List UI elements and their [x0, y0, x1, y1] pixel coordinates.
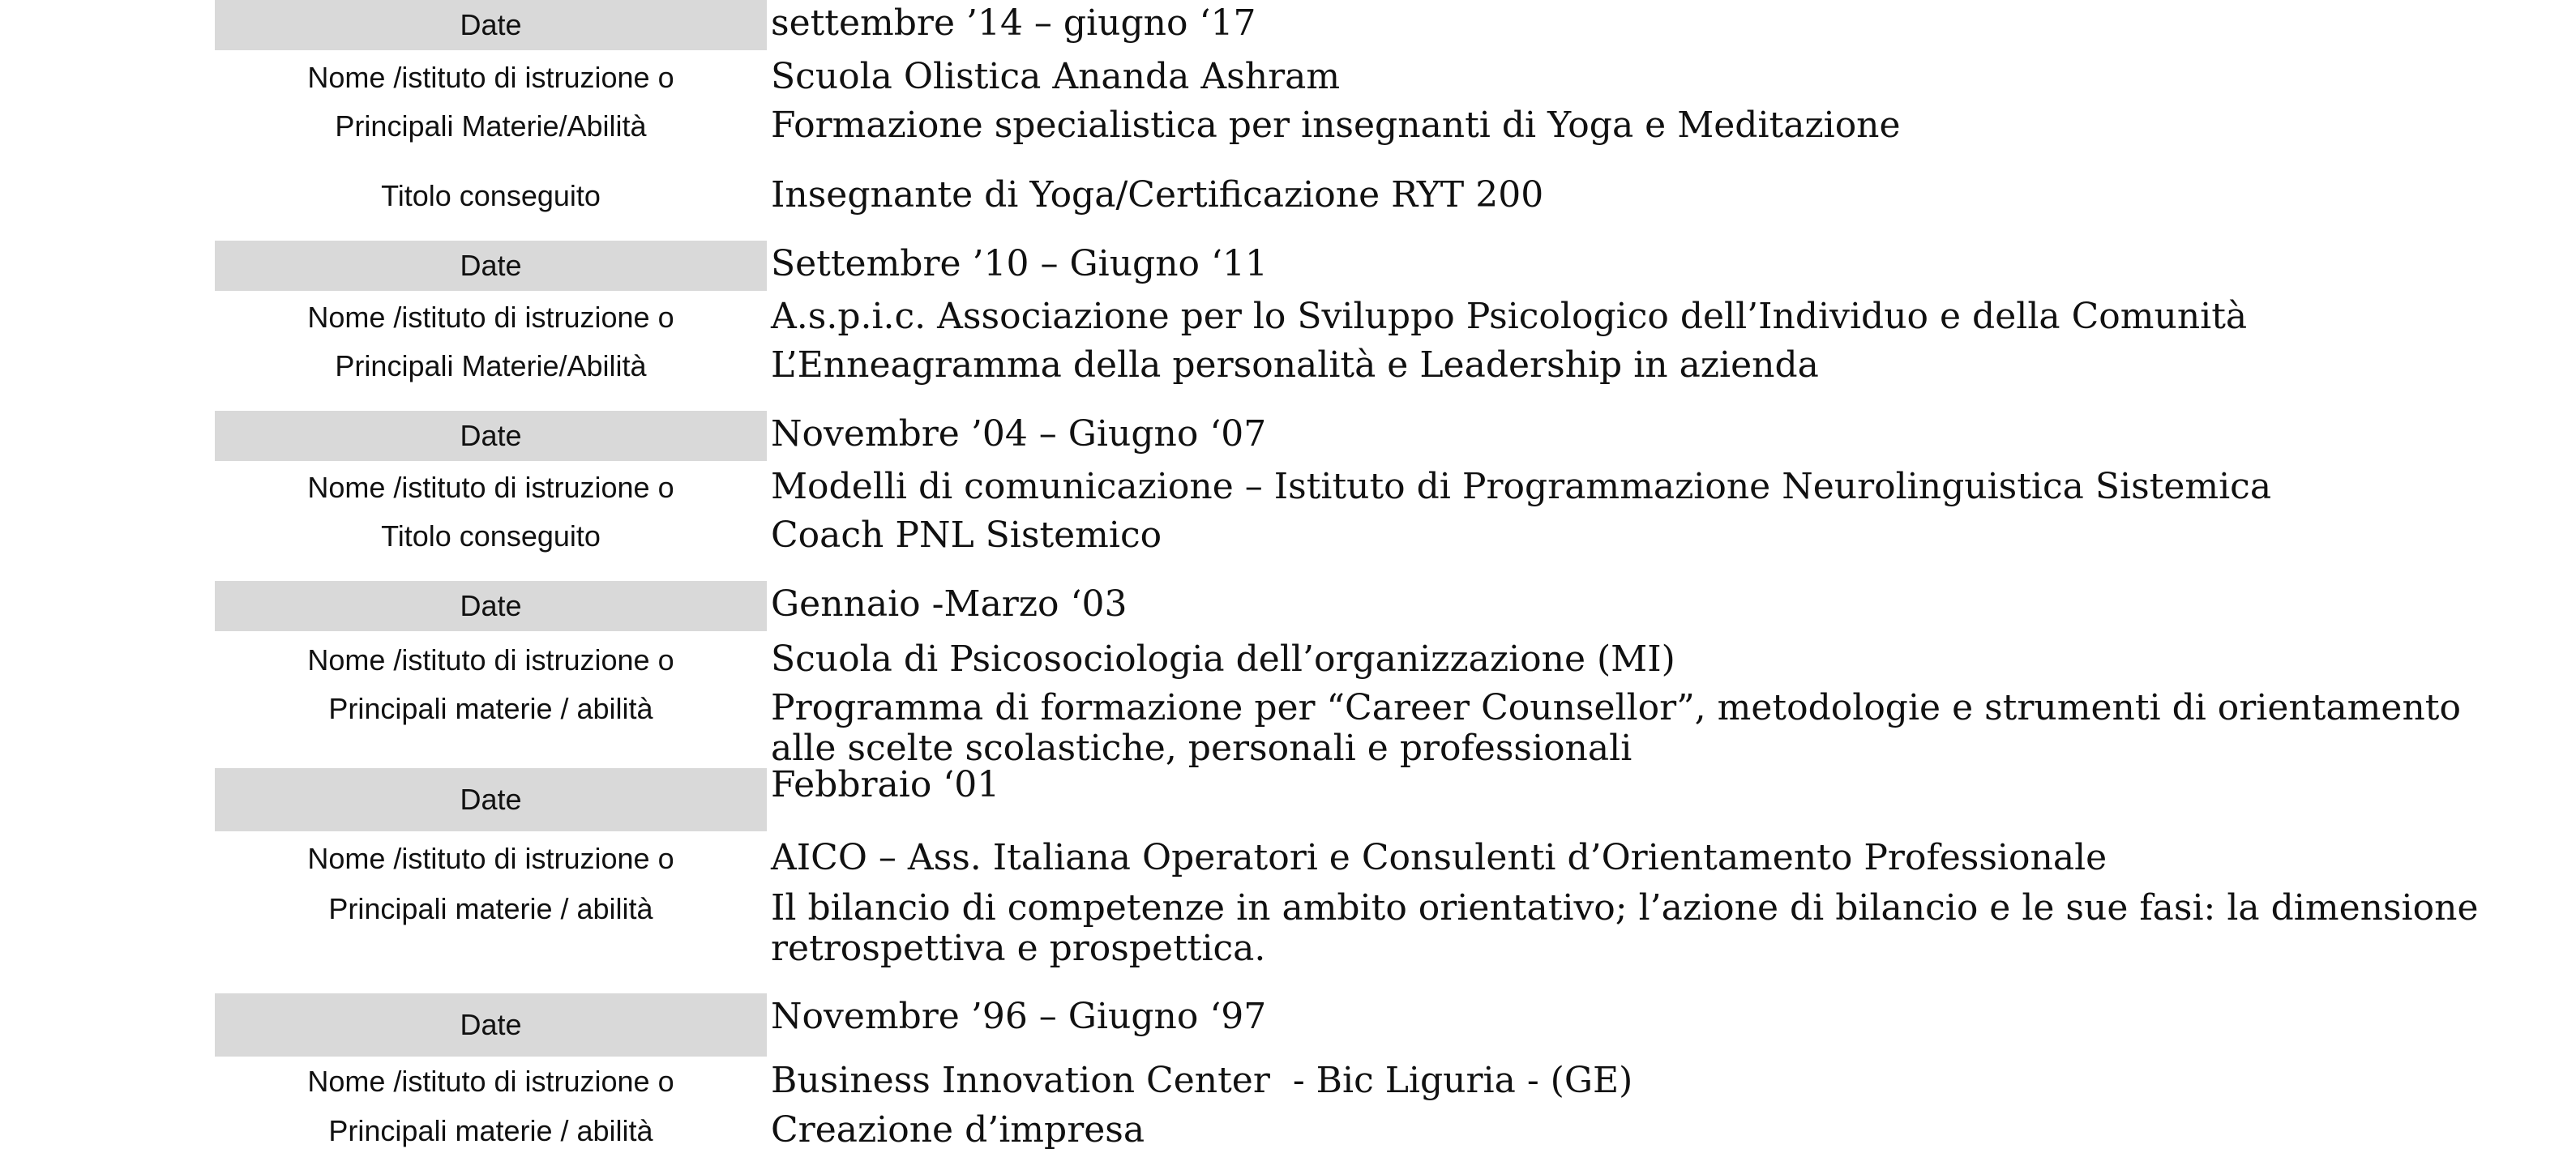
school-value: Scuola di Psicosociologia dell’organizzazione (MI) — [771, 638, 1675, 680]
date-value: Settembre ’10 – Giugno ‘11 — [771, 243, 1268, 284]
school-value: Scuola Olistica Ananda Ashram — [771, 56, 1341, 97]
subjects-value: Programma di formazione per “Career Counsellor”, metodologie e strumenti di orientamento alle scelte scolastiche, personali e professionali — [771, 687, 2461, 769]
subjects-label: Principali Materie/Abilità — [335, 349, 647, 382]
date-label: Date — [215, 768, 767, 831]
subjects-label: Principali materie / abilità — [328, 1114, 653, 1147]
date-value: settembre ’14 – giugno ‘17 — [771, 2, 1256, 44]
school-label: Nome /istituto di istruzione o — [307, 1065, 674, 1098]
date-value: Gennaio -Marzo ‘03 — [771, 583, 1128, 625]
title-label: Titolo conseguito — [381, 519, 601, 553]
date-label: Date — [215, 241, 767, 291]
subjects-value: Creazione d’impresa — [771, 1109, 1145, 1151]
subjects-label: Principali materie / abilità — [328, 892, 653, 925]
title-label: Titolo conseguito — [381, 179, 601, 212]
date-label: Date — [215, 0, 767, 50]
school-label: Nome /istituto di istruzione o — [307, 471, 674, 504]
date-value: Febbraio ‘01 — [771, 764, 1000, 805]
date-label: Date — [215, 411, 767, 461]
title-value: Insegnante di Yoga/Certificazione RYT 200 — [771, 174, 1544, 216]
date-label: Date — [215, 581, 767, 631]
subjects-value: L’Enneagramma della personalità e Leadership in azienda — [771, 344, 1819, 386]
school-value: A.s.p.i.c. Associazione per lo Sviluppo Psicologico dell’Individuo e della Comunità — [771, 296, 2248, 337]
school-label: Nome /istituto di istruzione o — [307, 301, 674, 334]
title-value: Coach PNL Sistemico — [771, 515, 1162, 556]
school-label: Nome /istituto di istruzione o — [307, 842, 674, 875]
school-value: Modelli di comunicazione – Istituto di Programmazione Neurolinguistica Sistemica — [771, 466, 2272, 507]
school-value: Business Innovation Center - Bic Liguria - (GE) — [771, 1060, 1633, 1101]
date-value: Novembre ’04 – Giugno ‘07 — [771, 413, 1267, 455]
subjects-label: Principali materie / abilità — [328, 692, 653, 725]
date-value: Novembre ’96 – Giugno ‘97 — [771, 996, 1267, 1037]
school-label: Nome /istituto di istruzione o — [307, 61, 674, 94]
school-label: Nome /istituto di istruzione o — [307, 643, 674, 677]
subjects-value: Formazione specialistica per insegnanti di Yoga e Meditazione — [771, 105, 1901, 146]
date-label: Date — [215, 993, 767, 1057]
subjects-label: Principali Materie/Abilità — [335, 109, 647, 143]
school-value: AICO – Ass. Italiana Operatori e Consulenti d’Orientamento Professionale — [771, 837, 2107, 878]
subjects-value: Il bilancio di competenze in ambito orientativo; l’azione di bilancio e le sue fasi: la dimensione retrospettiva e prospettica. — [771, 887, 2479, 969]
